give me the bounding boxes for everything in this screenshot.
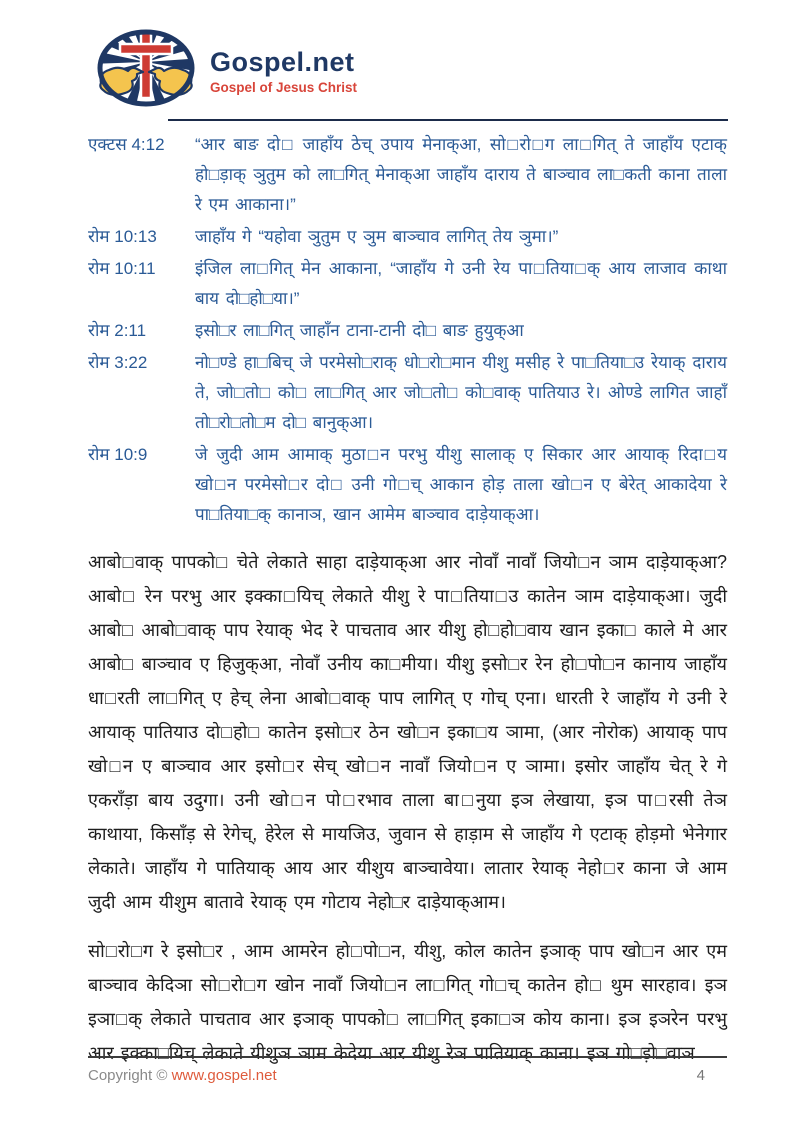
- footer-row: [88, 1067, 727, 1084]
- verse-text: नो□ण्डे हा□बिच् जे परमेसो□राक् धो□रो□मान यीशु मसीह रे पा□तिया□उ रेयाक् दाराय ते, जो□तो□ को□ ला□गित् आर जो□तो□ को□वाक् पातियाउ रे। ओण्डे लागित जाहाँ तो□रो□तो□म दो□ बानुक्आ।: [195, 353, 727, 432]
- verse-row: [88, 348, 727, 438]
- verse-text: इसो□र ला□गित् जाहाँन टाना-टानी दो□ बाङ हुयुक्आ: [195, 321, 524, 340]
- verse-text: इंजिल ला□गित् मेन आकाना, “जाहाँय गे उनी रेय पा□तिया□क् आय लाजाव काथा बाय दो□हो□या।”: [195, 259, 727, 308]
- verse-reference: रोम 10:13: [88, 227, 157, 246]
- verse-row: [88, 222, 727, 252]
- verse-row: [88, 130, 727, 220]
- copyright-text: [88, 1067, 277, 1084]
- footer-divider: [88, 1056, 727, 1058]
- verse-list: [88, 130, 727, 530]
- logo-wordmark: [210, 41, 357, 95]
- body-paragraph: आबो□वाक् पापको□ चेते लेकाते साहा दाड़ेयाक्आ आर नोवाँ नावाँ जियो□न ञाम दाड़ेयाक्आ? आबो□ रेन परभु आर इक्का□यिच् लेकाते यीशु रे पा□तिया□उ कातेन ञाम दाड़ेयाक्आ। जुदी आबो□ आबो□वाक् पाप रेयाक् भेद रे पाचताव आर यीशु हो□हो□वाय खान इका□ काले मे आर आबो□ बाञ्चाव ए हिजुक्आ, नोवाँ उनीय का□मीया। यीशु इसो□र रेन हो□पो□न कानाय जाहाँय धा□रती ला□गित् ए हेच् लेना आबो□वाक् पाप लागित् ए गोच् एना। धारती रे जाहाँय गे उनी रे आयाक् पातियाउ दो□हो□ कातेन इसो□र ठेन खो□न इका□य ञामा, (आर नोरोक) आयाक् पाप खो□न ए बाञ्चाव आर इसो□र सेच् खो□न नावाँ जियो□न ए ञामा। इसोर जाहाँय चेत् रे गे एकराँड़ा बाय उदुगा। उनी खो□न पो□रभाव ताला बा□नुया इञ लेखाया, इञ पा□रसी तेञ काथाया, किसाँड़ से रेगेच्, हेरेल से मायजिउ, जुवान से हाड़ाम से जाहाँय गे एटाक् होड़मो भेनेगार लेकाते। जाहाँय गे पातियाक् आय आर यीशुय बाञ्चावेया। लातार रेयाक् नेहो□र काना जे आम जुदी आम यीशुम बातावे रेयाक् एम गोटाय नेहो□र दाड़ेयाक्आम।: [88, 552, 727, 912]
- body-paragraph: सो□रो□ग रे इसो□र , आम आमरेन हो□पो□न, यीशु, कोल कातेन इञाक् पाप खो□न आर एम बाञ्चाव केदिञा सो□रो□ग खोन नावाँ जियो□न ला□गित् गो□च् कातेन हो□ थुम सारहाव। इञ इञा□क् लेकाते पाचताव आर इञाक् पापको□ ला□गित् इका□ञ कोय काना। इञ इञरेन परभु आर इक्का□यिच् लेकाते यीशुञ ञाम केदेया आर यीशु रेञ पातियाक् काना। इञ गो□ड़ो□वाञ: [88, 941, 727, 1063]
- verse-text: जे जुदी आम आमाक् मुठा□न परभु यीशु सालाक् ए सिकार आर आयाक् रिदा□य खो□न परमेसो□र दो□ उनी गो□च् आकान होड़ ताला खो□न ए बेरेत् आकादेया रे पा□तिया□क् कानाञ, खान आमेम बाञ्चाव दाड़ेयाक्आ।: [195, 445, 727, 524]
- verse-reference: रोम 2:11: [88, 321, 147, 340]
- gospel-net-link[interactable]: www.gospel.net: [171, 1067, 277, 1084]
- verse-reference: रोम 10:11: [88, 259, 156, 278]
- copyright-prefix: Copyright ©: [88, 1067, 172, 1084]
- logo-tagline: Gospel of Jesus Christ: [210, 80, 358, 95]
- verse-text: जाहाँय गे “यहोवा ञुतुम ए ञुम बाञ्चाव लागित् तेय ञुमा।”: [195, 227, 559, 246]
- page-footer: [88, 1056, 727, 1084]
- page-header: [0, 0, 800, 121]
- logo: [96, 28, 800, 108]
- verse-text: “आर बाङ दो□ जाहाँय ठेच् उपाय मेनाक्आ, सो□रो□ग ला□गित् ते जाहाँय एटाक् हो□ड़ाक् ञुतुम को ला□गित् मेनाक्आ जाहाँय दाराय ते बाञ्चाव ला□कती काना ताला रे एम आकाना।”: [195, 135, 727, 214]
- verse-reference: रोम 10:9: [88, 445, 148, 464]
- gospel-logo-icon: [96, 28, 196, 108]
- verse-reference: एक्टस 4:12: [88, 135, 165, 154]
- verse-row: [88, 316, 727, 346]
- header-divider: [168, 119, 728, 121]
- verse-row: [88, 440, 727, 530]
- page-number: 4: [696, 1067, 705, 1084]
- logo-title: Gospel.net: [210, 47, 355, 77]
- verse-row: [88, 254, 727, 314]
- verse-reference: रोम 3:22: [88, 353, 148, 372]
